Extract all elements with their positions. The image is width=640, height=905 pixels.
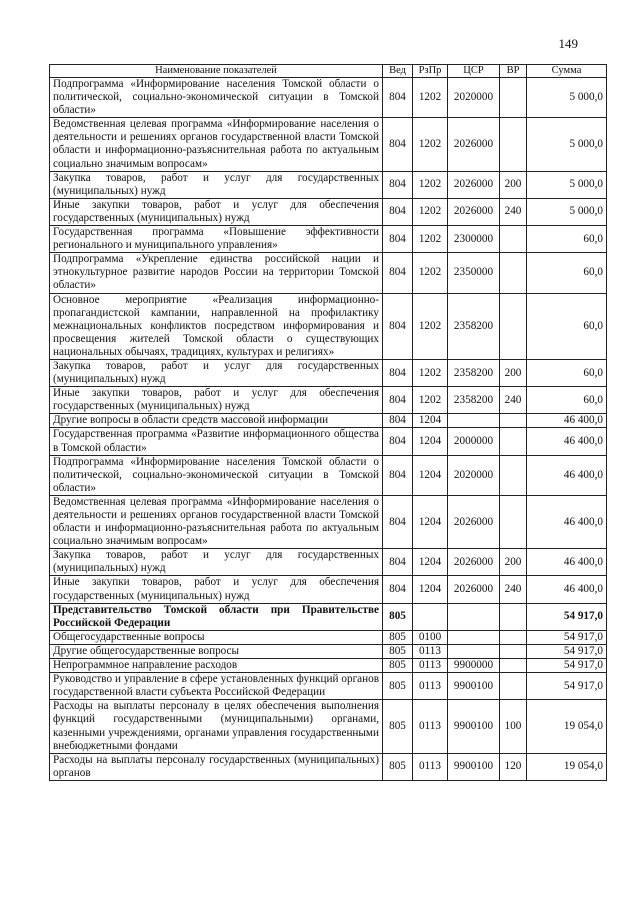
cell-name: Основное мероприятие «Реализация информационно-пропагандистской кампании, направленной на профилактику межнациональных конфликтов посредством информирования и просвещения жителей Томской области о существующих национальных обычаях, традициях, культурах и религиях»: [50, 293, 383, 359]
cell-ved: 804: [383, 293, 413, 359]
cell-name: Государственная программа «Развитие информационного общества в Томской области»: [50, 428, 383, 455]
cell-rzpr: 1202: [413, 171, 448, 198]
cell-csr: 9900000: [448, 659, 500, 673]
cell-rzpr: 1204: [413, 549, 448, 576]
cell-vr: 120: [500, 753, 527, 780]
cell-sum: 46 400,0: [527, 428, 607, 455]
cell-sum: 46 400,0: [527, 495, 607, 548]
cell-csr: 2358200: [448, 293, 500, 359]
cell-vr: [500, 428, 527, 455]
table-body: [50, 78, 607, 781]
header-ved: Вед: [383, 65, 413, 78]
cell-csr: 2026000: [448, 549, 500, 576]
cell-rzpr: 1202: [413, 78, 448, 118]
cell-name: Подпрограмма «Информирование населения Томской области о политической, социально-экономической ситуации в Томской области»: [50, 455, 383, 495]
cell-ved: 804: [383, 549, 413, 576]
table-header-row: [50, 65, 607, 78]
cell-sum: 5 000,0: [527, 198, 607, 225]
cell-ved: 804: [383, 495, 413, 548]
cell-rzpr: 1202: [413, 118, 448, 171]
table-row: [50, 659, 607, 673]
table-row: [50, 198, 607, 225]
cell-csr: 2358200: [448, 359, 500, 386]
cell-name: Расходы на выплаты персоналу в целях обеспечения выполнения функций государственными (муниципальными) органами, казенными учреждениями, органами управления государственными внебюджетными фондами: [50, 700, 383, 753]
cell-ved: 805: [383, 700, 413, 753]
table-row: [50, 118, 607, 171]
cell-csr: 2020000: [448, 78, 500, 118]
table-row: [50, 359, 607, 386]
cell-sum: 5 000,0: [527, 171, 607, 198]
cell-rzpr: 0113: [413, 659, 448, 673]
cell-sum: 46 400,0: [527, 455, 607, 495]
cell-ved: 805: [383, 659, 413, 673]
cell-sum: 5 000,0: [527, 118, 607, 171]
cell-name: Другие вопросы в области средств массовой информации: [50, 414, 383, 428]
cell-rzpr: 1204: [413, 455, 448, 495]
cell-csr: 2000000: [448, 428, 500, 455]
table-row: [50, 603, 607, 630]
cell-name: Расходы на выплаты персоналу государственных (муниципальных) органов: [50, 753, 383, 780]
cell-name: Иные закупки товаров, работ и услуг для обеспечения государственных (муниципальных) нужд: [50, 198, 383, 225]
cell-ved: 804: [383, 428, 413, 455]
table-row: [50, 226, 607, 253]
cell-rzpr: 1204: [413, 495, 448, 548]
cell-rzpr: 0113: [413, 673, 448, 700]
cell-csr: [448, 603, 500, 630]
table-row: [50, 644, 607, 658]
cell-name: Закупка товаров, работ и услуг для государственных (муниципальных) нужд: [50, 171, 383, 198]
cell-vr: 200: [500, 359, 527, 386]
cell-name: Другие общегосударственные вопросы: [50, 644, 383, 658]
cell-csr: 2026000: [448, 171, 500, 198]
cell-name: Подпрограмма «Информирование населения Томской области о политической, социально-экономической ситуации в Томской области»: [50, 78, 383, 118]
cell-csr: 9900100: [448, 700, 500, 753]
cell-vr: [500, 495, 527, 548]
cell-ved: 804: [383, 455, 413, 495]
cell-vr: 240: [500, 198, 527, 225]
cell-ved: 804: [383, 359, 413, 386]
cell-rzpr: 0113: [413, 753, 448, 780]
cell-ved: 804: [383, 118, 413, 171]
cell-sum: 60,0: [527, 387, 607, 414]
table-row: [50, 495, 607, 548]
cell-csr: 2350000: [448, 253, 500, 293]
cell-ved: 804: [383, 253, 413, 293]
cell-vr: [500, 644, 527, 658]
cell-vr: 240: [500, 576, 527, 603]
cell-rzpr: 1202: [413, 359, 448, 386]
cell-ved: 804: [383, 171, 413, 198]
cell-vr: [500, 118, 527, 171]
cell-csr: 2020000: [448, 455, 500, 495]
table-row: [50, 753, 607, 780]
cell-rzpr: 0113: [413, 700, 448, 753]
cell-vr: 200: [500, 171, 527, 198]
cell-csr: [448, 414, 500, 428]
cell-sum: 46 400,0: [527, 549, 607, 576]
cell-name: Подпрограмма «Укрепление единства российской нации и этнокультурное развитие народов России на территории Томской области»: [50, 253, 383, 293]
cell-rzpr: 1202: [413, 226, 448, 253]
cell-name: Иные закупки товаров, работ и услуг для обеспечения государственных (муниципальных) нужд: [50, 576, 383, 603]
cell-sum: 5 000,0: [527, 78, 607, 118]
cell-rzpr: 1202: [413, 387, 448, 414]
cell-sum: 60,0: [527, 359, 607, 386]
cell-sum: 60,0: [527, 293, 607, 359]
table-row: [50, 700, 607, 753]
cell-ved: 804: [383, 387, 413, 414]
table-row: [50, 387, 607, 414]
table-row: [50, 414, 607, 428]
cell-vr: [500, 414, 527, 428]
cell-name: Ведомственная целевая программа «Информирование населения о деятельности и решениях органов государственной власти Томской области и информационно-разъяснительная работа по актуальным социально значимым вопросам»: [50, 495, 383, 548]
header-name: Наименование показателей: [50, 65, 383, 78]
table-row: [50, 253, 607, 293]
cell-rzpr: 1202: [413, 293, 448, 359]
cell-vr: [500, 78, 527, 118]
table-row: [50, 673, 607, 700]
cell-rzpr: 1202: [413, 198, 448, 225]
cell-name: Иные закупки товаров, работ и услуг для обеспечения государственных (муниципальных) нужд: [50, 387, 383, 414]
cell-ved: 805: [383, 644, 413, 658]
cell-vr: [500, 253, 527, 293]
cell-csr: 2026000: [448, 576, 500, 603]
page-number: 149: [558, 36, 578, 51]
cell-csr: 9900100: [448, 753, 500, 780]
cell-vr: [500, 630, 527, 644]
cell-rzpr: 1202: [413, 253, 448, 293]
cell-ved: 804: [383, 198, 413, 225]
table-row: [50, 78, 607, 118]
cell-rzpr: [413, 603, 448, 630]
cell-csr: 2026000: [448, 198, 500, 225]
cell-name: Непрограммное направление расходов: [50, 659, 383, 673]
cell-name: Представительство Томской области при Правительстве Российской Федерации: [50, 603, 383, 630]
cell-rzpr: 1204: [413, 576, 448, 603]
cell-sum: 46 400,0: [527, 414, 607, 428]
cell-ved: 805: [383, 753, 413, 780]
table-row: [50, 630, 607, 644]
cell-vr: [500, 673, 527, 700]
header-sum: Сумма: [527, 65, 607, 78]
cell-csr: 2026000: [448, 118, 500, 171]
cell-vr: [500, 226, 527, 253]
cell-ved: 805: [383, 603, 413, 630]
cell-sum: 54 917,0: [527, 673, 607, 700]
cell-rzpr: 1204: [413, 428, 448, 455]
cell-sum: 54 917,0: [527, 603, 607, 630]
cell-vr: 240: [500, 387, 527, 414]
cell-name: Государственная программа «Повышение эффективности регионального и муниципального управления»: [50, 226, 383, 253]
cell-name: Руководство и управление в сфере установленных функций органов государственной власти субъекта Российской Федерации: [50, 673, 383, 700]
table-row: [50, 576, 607, 603]
cell-vr: 100: [500, 700, 527, 753]
cell-ved: 804: [383, 226, 413, 253]
budget-table: [49, 64, 607, 781]
cell-name: Ведомственная целевая программа «Информирование населения о деятельности и решениях органов государственной власти Томской области и информационно-разъяснительная работа по актуальным социально значимым вопросам»: [50, 118, 383, 171]
cell-vr: [500, 659, 527, 673]
header-csr: ЦСР: [448, 65, 500, 78]
cell-name: Общегосударственные вопросы: [50, 630, 383, 644]
cell-csr: 9900100: [448, 673, 500, 700]
cell-rzpr: 1204: [413, 414, 448, 428]
cell-sum: 54 917,0: [527, 644, 607, 658]
cell-csr: 2300000: [448, 226, 500, 253]
cell-sum: 19 054,0: [527, 753, 607, 780]
header-vr: ВР: [500, 65, 527, 78]
cell-vr: [500, 603, 527, 630]
cell-sum: 54 917,0: [527, 659, 607, 673]
cell-sum: 54 917,0: [527, 630, 607, 644]
cell-ved: 805: [383, 630, 413, 644]
cell-vr: 200: [500, 549, 527, 576]
table-row: [50, 293, 607, 359]
cell-ved: 804: [383, 414, 413, 428]
table-row: [50, 171, 607, 198]
cell-rzpr: 0113: [413, 644, 448, 658]
cell-name: Закупка товаров, работ и услуг для государственных (муниципальных) нужд: [50, 549, 383, 576]
cell-ved: 804: [383, 576, 413, 603]
cell-csr: [448, 630, 500, 644]
cell-csr: 2358200: [448, 387, 500, 414]
cell-sum: 60,0: [527, 253, 607, 293]
cell-sum: 46 400,0: [527, 576, 607, 603]
cell-sum: 60,0: [527, 226, 607, 253]
cell-csr: 2026000: [448, 495, 500, 548]
table-row: [50, 455, 607, 495]
table-row: [50, 549, 607, 576]
cell-ved: 804: [383, 78, 413, 118]
cell-csr: [448, 644, 500, 658]
table-row: [50, 428, 607, 455]
cell-rzpr: 0100: [413, 630, 448, 644]
cell-sum: 19 054,0: [527, 700, 607, 753]
cell-vr: [500, 293, 527, 359]
cell-vr: [500, 455, 527, 495]
cell-name: Закупка товаров, работ и услуг для государственных (муниципальных) нужд: [50, 359, 383, 386]
cell-ved: 805: [383, 673, 413, 700]
header-rzpr: РзПр: [413, 65, 448, 78]
